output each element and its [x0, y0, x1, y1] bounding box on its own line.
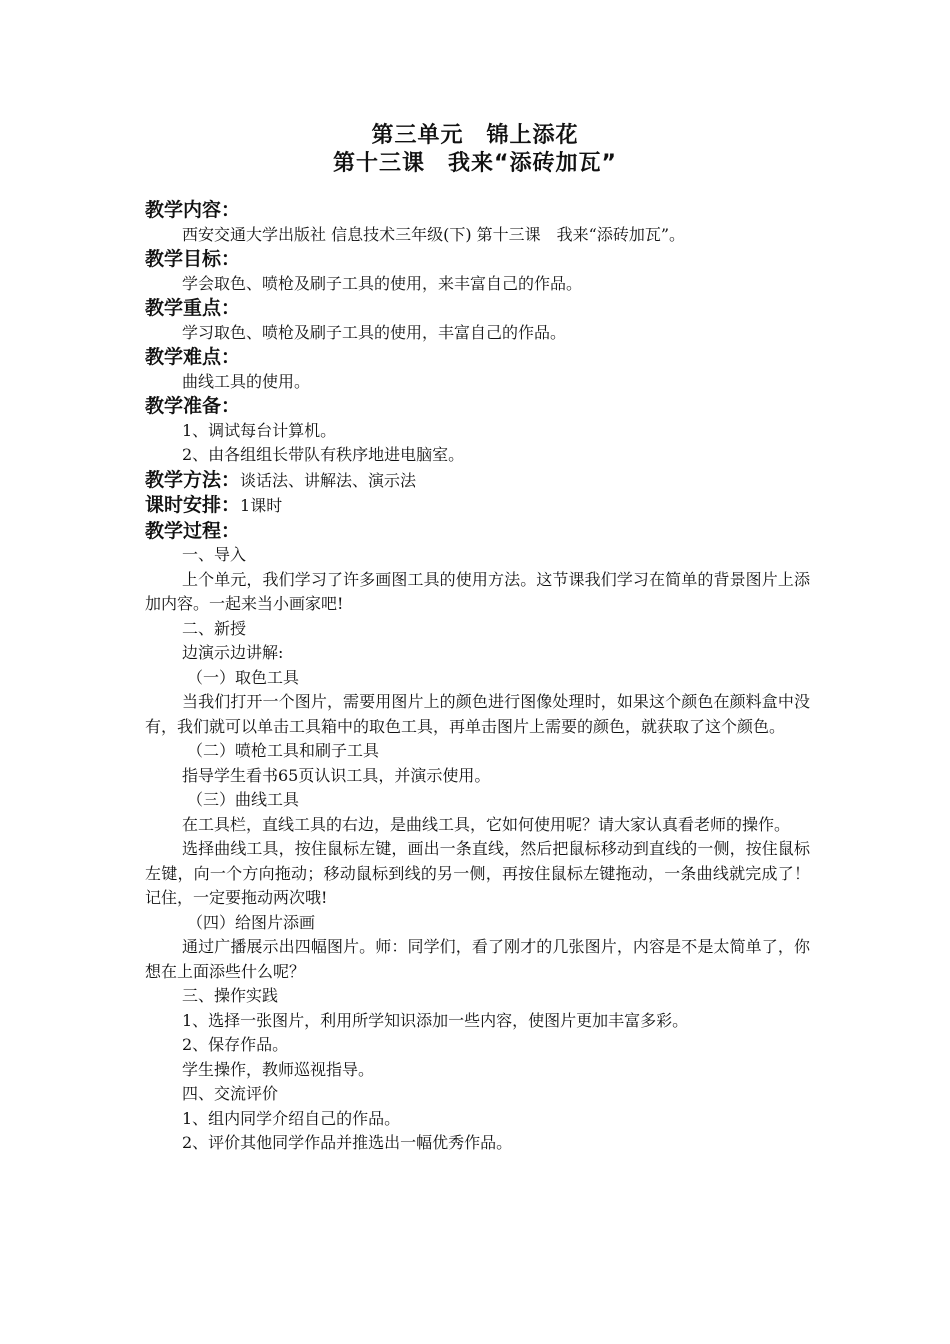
process-intro-text: 上个单元，我们学习了许多画图工具的使用方法。这节课我们学习在简单的背景图片上添加内容。一起来当小画家吧!	[145, 569, 810, 613]
sub-heading-color-picker: （一）取色工具	[187, 667, 300, 687]
method-row	[145, 468, 810, 494]
time-label: 课时安排：	[145, 494, 241, 516]
practice-item: 学生操作，教师巡视指导。	[182, 1059, 375, 1079]
sub-heading-curve: （三）曲线工具	[187, 790, 300, 809]
evaluation-item: 1、组内同学介绍自己的作品。	[182, 1108, 401, 1128]
goal-text: 学会取色、喷枪及刷子工具的使用，来丰富自己的作品。	[182, 273, 583, 293]
time-text: 1课时	[240, 496, 283, 515]
goal-label: 教学目标：	[145, 248, 241, 270]
process-heading-evaluation: 四、交流评价	[182, 1084, 279, 1103]
difficulty-label: 教学难点：	[145, 346, 241, 368]
method-label: 教学方法：	[145, 468, 241, 491]
unit-title: 第三单元 锦上添花	[371, 123, 579, 148]
prep-item: 1、调试每台计算机。	[182, 420, 337, 440]
content-label: 教学内容：	[145, 199, 241, 221]
prep-label: 教学准备：	[145, 395, 241, 417]
lesson-title: 第十三课 我来“添砖加瓦”	[333, 151, 617, 176]
focus-text: 学习取色、喷枪及刷子工具的使用，丰富自己的作品。	[182, 322, 567, 342]
sub-heading-add-drawing: （四）给图片添画	[187, 912, 316, 932]
sub-heading-airbrush: （二）喷枪工具和刷子工具	[187, 741, 380, 760]
content-text: 西安交通大学出版社 信息技术三年级(下) 第十三课 我来“添砖加瓦”。	[182, 224, 686, 244]
process-heading-new: 二、新授	[182, 618, 247, 638]
curve-text-2: 选择曲线工具，按住鼠标左键，画出一条直线，然后把鼠标移动到直线的一侧，按住鼠标左键，向一个方向拖动；移动鼠标到线的另一侧，再按住鼠标左键拖动，一条曲线就完成了！记住，一定要拖动两次哦!	[145, 839, 810, 907]
process-new-intro: 边演示边讲解:	[182, 643, 284, 662]
time-row	[145, 493, 810, 519]
practice-item: 1、选择一张图片，利用所学知识添加一些内容，使图片更加丰富多彩。	[182, 1010, 689, 1030]
process-label: 教学过程：	[145, 519, 241, 542]
process-heading-intro: 一、导入	[182, 545, 247, 564]
prep-item: 2、由各组组长带队有秩序地进电脑室。	[182, 445, 465, 464]
difficulty-text: 曲线工具的使用。	[182, 371, 311, 391]
process-heading-practice: 三、操作实践	[182, 986, 279, 1005]
focus-label: 教学重点：	[145, 297, 241, 319]
evaluation-item: 2、评价其他同学作品并推选出一幅优秀作品。	[182, 1133, 513, 1152]
color-picker-text: 当我们打开一个图片，需要用图片上的颜色进行图像处理时，如果这个颜色在颜料盒中没有，我们就可以单击工具箱中的取色工具，再单击图片上需要的颜色，就获取了这个颜色。	[145, 692, 810, 736]
curve-text-1: 在工具栏，直线工具的右边，是曲线工具，它如何使用呢？请大家认真看老师的操作。	[182, 814, 791, 834]
airbrush-text: 指导学生看书65页认识工具，并演示使用。	[182, 765, 491, 785]
lesson-plan-body	[145, 198, 810, 1156]
add-drawing-text: 通过广播展示出四幅图片。师：同学们，看了刚才的几张图片，内容是不是太简单了，你想在上面添些什么呢？	[145, 937, 810, 981]
method-text: 谈话法、讲解法、演示法	[240, 470, 417, 490]
practice-item: 2、保存作品。	[182, 1035, 289, 1054]
